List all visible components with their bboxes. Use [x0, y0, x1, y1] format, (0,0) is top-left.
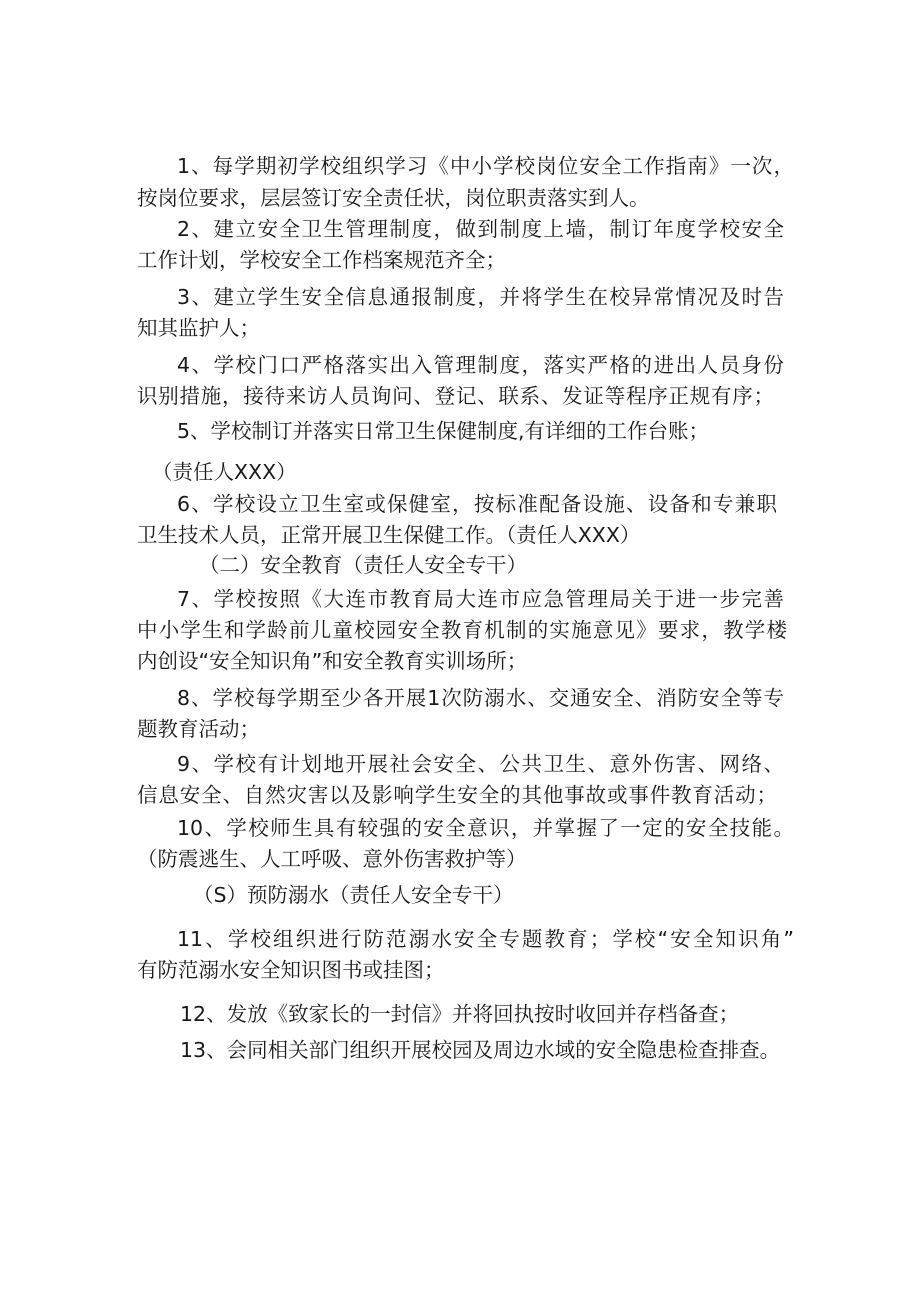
text-line-27: 13、会同相关部门组织开展校园及周边水域的安全隐患检查排查。 [180, 1038, 781, 1062]
text-line-3: 2、建立安全卫生管理制度，做到制度上墙，制订年度学校安全 [177, 217, 784, 241]
text-line-11: 6、学校设立卫生室或保健室，按标准配备设施、设备和专兼职 [177, 492, 777, 516]
text-line-6: 知其监护人； [137, 316, 260, 340]
text-line-22: （防震逃生、人工呼吸、意外伤害救护等） [137, 847, 527, 871]
text-line-25: 有防范溺水安全知识图书或挂图； [137, 958, 445, 982]
section-heading-drowning-prevention: （S）预防溺水（责任人安全专干） [193, 883, 514, 907]
text-line-8: 识别措施，接待来访人员询问、登记、联系、发证等程序正规有序； [137, 384, 774, 408]
text-line-24: 11、学校组织进行防范溺水安全专题教育；学校“安全知识角” [177, 927, 794, 951]
text-line-18: 题教育活动； [137, 717, 260, 741]
text-line-21: 10、学校师生具有较强的安全意识，并掌握了一定的安全技能。 [177, 816, 794, 840]
text-line-4: 工作计划，学校安全工作档案规范齐全； [137, 248, 506, 272]
section-heading-safety-education: （二）安全教育（责任人安全专干） [199, 553, 527, 577]
text-line-2: 按岗位要求，层层签订安全责任状，岗位职责落实到人。 [137, 186, 650, 210]
text-line-14: 7、学校按照《大连市教育局大连市应急管理局关于进一步完善 [177, 587, 784, 611]
text-line-19: 9、学校有计划地开展社会安全、公共卫生、意外伤害、网络、 [177, 752, 784, 776]
text-line-12: 卫生技术人员，正常开展卫生保健工作。（责任人XXX） [137, 523, 641, 547]
text-line-17: 8、学校每学期至少各开展1次防溺水、交通安全、消防安全等专 [177, 686, 784, 710]
text-line-26: 12、发放《致家长的一封信》并将回执按时收回并存档备查； [180, 1002, 740, 1026]
text-line-10: （责任人XXX） [152, 460, 297, 484]
text-line-5: 3、建立学生安全信息通报制度，并将学生在校异常情况及时告 [177, 285, 784, 309]
text-line-20: 信息安全、自然灾害以及影响学生安全的其他事故或事件教育活动； [137, 783, 777, 807]
text-line-1: 1、每学期初学校组织学习《中小学校岗位安全工作指南》一次， [177, 154, 794, 178]
text-line-7: 4、学校门口严格落实出入管理制度，落实严格的进出人员身份 [177, 353, 784, 377]
text-line-16: 内创设“安全知识角”和安全教育实训场所； [137, 649, 528, 673]
text-line-9: 5、学校制订并落实日常卫生保健制度,有详细的工作台账； [177, 419, 710, 443]
text-line-15: 中小学生和学龄前儿童校园安全教育机制的实施意见》要求，教学楼 [137, 618, 787, 642]
